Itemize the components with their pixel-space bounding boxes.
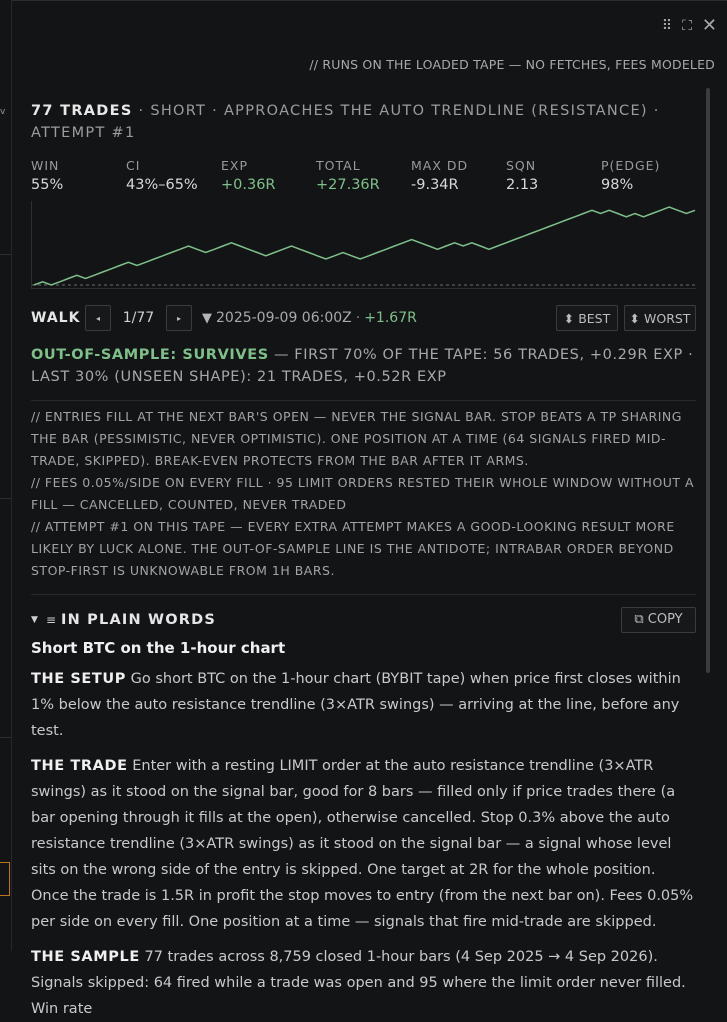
note-line: // FEES 0.05%/SIDE ON EVERY FILL · 95 LIMIT ORDERS RESTED THEIR WHOLE WINDOW WITHOUT A FILL — CANCELLED, COUNTED, NEVER TRADED <box>31 475 695 512</box>
paragraph-text: Go short BTC on the 1-hour chart (BYBIT tape) when price first closes within 1% below the auto resistance trendline (3×ATR swings) — arriving at the line, before any test. <box>31 671 681 739</box>
walk-controls <box>31 305 696 331</box>
sample-paragraph <box>31 944 696 1022</box>
prev-trade-button[interactable]: ◂ <box>85 305 111 331</box>
stat-ci <box>126 158 221 193</box>
stat-exp <box>221 158 316 193</box>
result-headline <box>31 100 696 144</box>
stat-label: MAX DD <box>411 158 469 173</box>
stat-win <box>31 158 126 193</box>
maximize-icon[interactable]: ⛶ <box>682 18 692 34</box>
stat-value: 2.13 <box>506 177 539 193</box>
list-icon: ≡ <box>46 612 57 627</box>
trade-result: +1.67R <box>364 310 417 326</box>
plain-words-header[interactable] <box>31 594 696 633</box>
next-trade-button[interactable]: ▸ <box>166 305 192 331</box>
short-direction-icon: ▼ <box>202 310 212 326</box>
left-sidebar-edge <box>0 0 12 951</box>
stat-label: SQN <box>506 158 537 173</box>
trade-paragraph <box>31 753 696 935</box>
stat-sqn <box>506 158 601 193</box>
copy-button[interactable]: ⧉ COPY <box>621 607 696 633</box>
equity-curve-chart <box>31 201 696 289</box>
oos-detail: — FIRST 70% OF THE TAPE: 56 TRADES, +0.29R EXP · LAST 30% (UNSEEN SHAPE): 21 TRADES, +0.52R EXP <box>31 347 694 385</box>
equity-line <box>34 207 695 285</box>
chevron-down-icon[interactable]: v <box>0 107 6 117</box>
paragraph-lead: THE SETUP <box>31 671 127 687</box>
stat-value: +0.36R <box>221 177 276 193</box>
divider <box>0 254 11 255</box>
methodology-notes <box>31 400 696 582</box>
collapse-triangle-icon[interactable]: ▼ <box>31 614 38 625</box>
divider <box>0 498 11 499</box>
stat-label: CI <box>126 158 141 173</box>
separator: · <box>355 310 361 326</box>
window-controls <box>662 17 717 35</box>
headline-description: · SHORT · APPROACHES THE AUTO TRENDLINE (RESISTANCE) · ATTEMPT #1 <box>31 103 660 141</box>
stat-value: 55% <box>31 177 64 193</box>
plain-subtitle: Short BTC on the 1-hour chart <box>31 639 286 657</box>
drag-handle-icon[interactable]: ⠿ <box>661 18 673 34</box>
backtest-result-panel <box>31 100 696 1022</box>
stat-max-dd <box>411 158 506 193</box>
note-line: // ENTRIES FILL AT THE NEXT BAR'S OPEN — NEVER THE SIGNAL BAR. STOP BEATS A TP SHARING THE BAR (PESSIMISTIC, NEVER OPTIMISTIC). ONE POSITION AT A TIME (64 SIGNALS FIRED MID-TRADE, SKIPPED). BREAK-EVEN PROTECTS FROM THE BAR AFTER IT ARMS. <box>31 409 682 468</box>
worst-trade-button[interactable]: ⬍ WORST <box>624 305 696 331</box>
stat-p-edge <box>601 158 696 193</box>
paragraph-lead: THE TRADE <box>31 758 128 774</box>
stat-label: P(EDGE) <box>601 158 661 173</box>
stat-label: WIN <box>31 158 60 173</box>
stat-value: 43%–65% <box>126 177 198 193</box>
equity-curve-svg <box>32 201 697 289</box>
setup-paragraph <box>31 666 696 744</box>
note-line: // ATTEMPT #1 ON THIS TAPE — EVERY EXTRA ATTEMPT MAKES A GOOD-LOOKING RESULT MORE LIKELY BY LUCK ALONE. THE OUT-OF-SAMPLE LINE IS THE ANTIDOTE; INTRABAR ORDER BEYOND STOP-FIRST IS UNKNOWABLE FROM 1H BARS. <box>31 519 675 578</box>
stat-label: TOTAL <box>316 158 361 173</box>
trade-count: 77 TRADES <box>31 103 133 119</box>
section-title: IN PLAIN WORDS <box>61 611 217 628</box>
stat-label: EXP <box>221 158 248 173</box>
stat-value: +27.36R <box>316 177 380 193</box>
panel-titlebar <box>12 0 727 52</box>
best-trade-button[interactable]: ⬍ BEST <box>556 305 618 331</box>
stat-value: 98% <box>601 177 634 193</box>
out-of-sample-summary <box>31 344 696 388</box>
close-icon[interactable]: ✕ <box>701 15 717 36</box>
selected-item-outline[interactable] <box>0 862 10 896</box>
trade-position: 1/77 <box>122 310 155 326</box>
oos-verdict: OUT-OF-SAMPLE: SURVIVES <box>31 347 269 363</box>
paragraph-lead: THE SAMPLE <box>31 949 140 965</box>
divider <box>0 737 11 738</box>
paragraph-text: Enter with a resting LIMIT order at the auto resistance trendline (3×ATR swings) as it stood on the signal bar, good for 8 bars — filled only if price trades there (a bar opening through it fills at the open), otherwise cancelled. Stop 0.3% above the auto resistance trendline (3×ATR swings) as it stood on the signal bar — a signal whose level sits on the wrong side of the entry is skipped. One target at 2R for the whole position. Once the trade is 1.5R in profit the stop moves to entry (from the next bar on). Fees 0.05% per side on every fill. One position at a time — signals that fire mid-trade are skipped. <box>31 758 694 930</box>
stat-value: -9.34R <box>411 177 459 193</box>
trade-date: 2025-09-09 06:00Z <box>216 310 352 326</box>
stats-row <box>31 158 696 193</box>
stat-total <box>316 158 411 193</box>
scrollbar[interactable] <box>706 88 710 673</box>
tagline: // RUNS ON THE LOADED TAPE — NO FETCHES, FEES MODELED <box>309 57 715 72</box>
paragraph-text: 77 trades across 8,759 closed 1-hour bars (4 Sep 2025 → 4 Sep 2026). Signals skipped: 64 fired while a trade was open and 95 where the limit order never filled. Win rate <box>31 949 686 1017</box>
walk-label: WALK <box>31 310 81 326</box>
